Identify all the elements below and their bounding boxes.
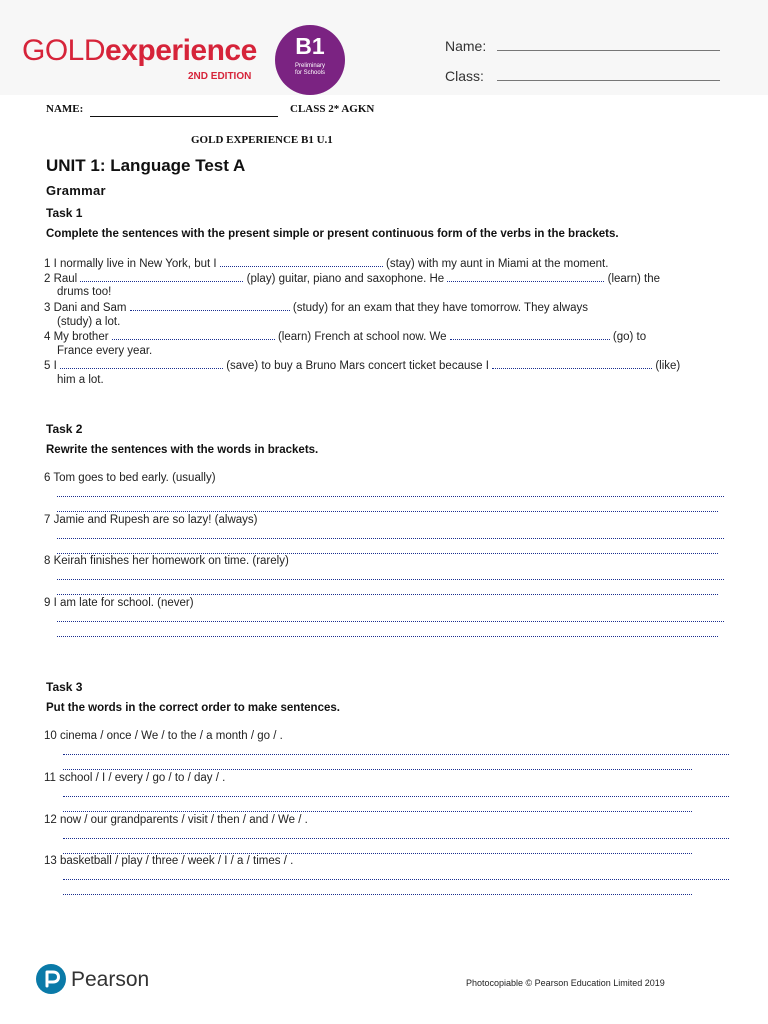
answer-line[interactable] xyxy=(57,621,724,622)
task3-label: Task 3 xyxy=(46,680,83,694)
sentence-text: (like) xyxy=(655,360,681,372)
header-class-field[interactable] xyxy=(497,80,720,81)
answer-blank[interactable] xyxy=(447,271,604,282)
task1-sentence-2 xyxy=(44,271,660,286)
header-name-field[interactable] xyxy=(497,50,720,51)
task1-sentence-3-cont: (study) a lot. xyxy=(57,316,121,328)
sentence-text: (learn) French at school now. We xyxy=(277,331,447,343)
answer-line[interactable] xyxy=(63,879,729,880)
logo-edition: 2ND EDITION xyxy=(188,71,252,82)
level-badge xyxy=(275,25,345,95)
answer-line[interactable] xyxy=(57,636,718,637)
page-title: UNIT 1: Language Test A xyxy=(46,156,246,175)
badge-level: B1 xyxy=(295,33,325,59)
answer-line[interactable] xyxy=(63,796,729,797)
task3-item-12: 12 now / our grandparents / visit / then / and / We / . xyxy=(44,814,308,826)
task1-sentence-5-cont: him a lot. xyxy=(57,374,104,386)
sentence-text: 5 I xyxy=(44,360,57,372)
course-code: GOLD EXPERIENCE B1 U.1 xyxy=(191,134,333,146)
task1-sentence-2-cont: drums too! xyxy=(57,286,112,298)
answer-line[interactable] xyxy=(57,594,718,595)
sentence-text: (stay) with my aunt in Miami at the moment. xyxy=(386,258,609,270)
answer-line[interactable] xyxy=(63,769,692,770)
sentence-text: 2 Raul xyxy=(44,273,78,285)
sentence-text: 1 I normally live in New York, but I xyxy=(44,258,217,270)
task2-label: Task 2 xyxy=(46,422,83,436)
sentence-text: 3 Dani and Sam xyxy=(44,302,127,314)
task1-sentence-4-cont: France every year. xyxy=(57,345,153,357)
task1-label: Task 1 xyxy=(46,206,83,220)
student-name-label: NAME: xyxy=(46,103,84,115)
sentence-text: (play) guitar, piano and saxophone. He xyxy=(246,273,445,285)
task1-instruction: Complete the sentences with the present simple or present continuous form of the verbs in the brackets. xyxy=(46,228,619,240)
sentence-text: (go) to xyxy=(612,331,647,343)
task3-item-13: 13 basketball / play / three / week / I / a / times / . xyxy=(44,855,294,867)
logo xyxy=(22,36,257,66)
badge-sub-line2: for Schools xyxy=(294,70,325,76)
task2-item-9: 9 I am late for school. (never) xyxy=(44,597,194,609)
task3-item-10: 10 cinema / once / We / to the / a month / go / . xyxy=(44,730,283,742)
task1-sentence-4 xyxy=(44,329,646,344)
sentence-text: (study) for an exam that they have tomorrow. They always xyxy=(292,302,588,314)
task1-sentence-5 xyxy=(44,358,680,373)
answer-line[interactable] xyxy=(57,538,724,539)
answer-blank[interactable] xyxy=(450,329,610,340)
header-name-label: Name: xyxy=(445,38,487,54)
student-name-field[interactable] xyxy=(90,116,278,117)
logo-experience-text: experience xyxy=(105,34,257,67)
badge-sub-line1: Preliminary xyxy=(294,63,325,69)
sentence-text: (save) to buy a Bruno Mars concert ticket because I xyxy=(226,360,489,372)
sentence-text: 4 My brother xyxy=(44,331,109,343)
student-class: CLASS 2* AGKN xyxy=(290,103,375,115)
header-class-label: Class: xyxy=(445,68,484,84)
answer-blank[interactable] xyxy=(220,256,383,267)
answer-blank[interactable] xyxy=(130,300,290,311)
answer-blank[interactable] xyxy=(80,271,243,282)
logo-gold-text: GOLD xyxy=(22,34,106,67)
pearson-wordmark: Pearson xyxy=(71,968,150,991)
answer-line[interactable] xyxy=(63,811,692,812)
answer-line[interactable] xyxy=(57,496,724,497)
task2-instruction: Rewrite the sentences with the words in brackets. xyxy=(46,444,319,456)
sentence-text: (learn) the xyxy=(607,273,661,285)
answer-line[interactable] xyxy=(57,579,724,580)
task2-item-6: 6 Tom goes to bed early. (usually) xyxy=(44,472,216,484)
task1-sentence-3 xyxy=(44,300,588,315)
answer-line[interactable] xyxy=(57,511,718,512)
answer-blank[interactable] xyxy=(60,358,223,369)
task1-sentence-1 xyxy=(44,256,608,271)
task3-item-11: 11 school / I / every / go / to / day / . xyxy=(44,772,226,784)
task2-item-7: 7 Jamie and Rupesh are so lazy! (always) xyxy=(44,514,258,526)
section-heading: Grammar xyxy=(46,183,106,198)
pearson-logo-icon xyxy=(36,964,66,994)
answer-line[interactable] xyxy=(63,838,729,839)
task2-item-8: 8 Keirah finishes her homework on time. (rarely) xyxy=(44,555,289,567)
answer-line[interactable] xyxy=(63,894,692,895)
answer-blank[interactable] xyxy=(112,329,275,340)
copyright-notice: Photocopiable © Pearson Education Limited 2019 xyxy=(466,978,665,988)
task3-instruction: Put the words in the correct order to make sentences. xyxy=(46,702,340,714)
answer-line[interactable] xyxy=(63,754,729,755)
answer-blank[interactable] xyxy=(492,358,652,369)
